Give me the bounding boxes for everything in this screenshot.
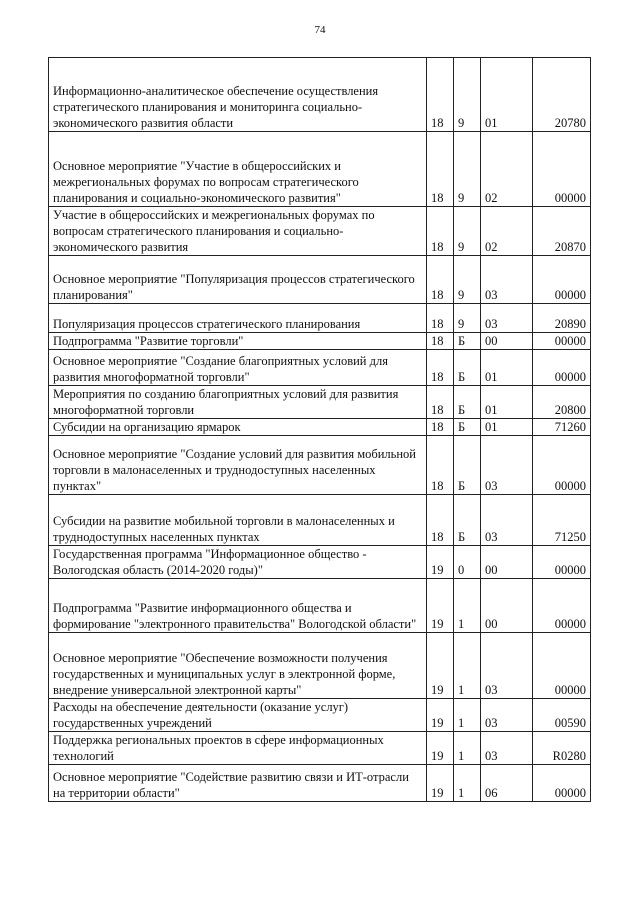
row-code-d-cell: 00000	[533, 132, 591, 207]
row-code-d-cell: 20800	[533, 386, 591, 419]
row-code-b-cell: Б	[454, 350, 481, 386]
row-code-b-cell: 9	[454, 207, 481, 256]
row-code-c-cell: 01	[481, 350, 533, 386]
row-code-a-cell: 18	[427, 256, 454, 304]
row-code-d-cell: 00000	[533, 350, 591, 386]
row-code-b-cell: 9	[454, 132, 481, 207]
row-code-b-cell: Б	[454, 495, 481, 546]
table-row	[49, 132, 591, 207]
row-name-cell: Основное мероприятие "Участие в общероссийских и межрегиональных форумах по вопросам стратегического планирования и социально-экономического развития"	[49, 132, 427, 207]
row-code-d-cell: 71250	[533, 495, 591, 546]
row-name-cell: Подпрограмма "Развитие торговли"	[49, 333, 427, 350]
row-code-c-cell: 03	[481, 495, 533, 546]
budget-classification-table	[48, 57, 591, 802]
row-code-d-cell: 00000	[533, 579, 591, 633]
row-code-b-cell: 0	[454, 546, 481, 579]
row-code-c-cell: 03	[481, 732, 533, 765]
row-code-d-cell: 00000	[533, 256, 591, 304]
row-code-a-cell: 19	[427, 765, 454, 802]
row-code-b-cell: 9	[454, 256, 481, 304]
table-row	[49, 350, 591, 386]
table-row	[49, 732, 591, 765]
row-code-c-cell: 02	[481, 207, 533, 256]
row-code-b-cell: 1	[454, 579, 481, 633]
row-code-a-cell: 18	[427, 436, 454, 495]
row-code-b-cell: Б	[454, 386, 481, 419]
row-code-c-cell: 00	[481, 546, 533, 579]
row-code-a-cell: 19	[427, 579, 454, 633]
row-name-cell: Основное мероприятие "Обеспечение возможности получения государственных и муниципальных услуг в электронной форме, внедрение универсальной электронной карты"	[49, 633, 427, 699]
row-code-b-cell: Б	[454, 436, 481, 495]
row-code-b-cell: 1	[454, 732, 481, 765]
row-code-c-cell: 01	[481, 419, 533, 436]
row-name-cell: Основное мероприятие "Создание условий для развития мобильной торговли в малонаселенных и труднодоступных населенных пунктах"	[49, 436, 427, 495]
row-code-a-cell: 18	[427, 304, 454, 333]
table-body	[49, 58, 591, 802]
row-name-cell: Государственная программа "Информационное общество - Вологодская область (2014-2020 годы)"	[49, 546, 427, 579]
row-code-a-cell: 19	[427, 732, 454, 765]
row-code-c-cell: 03	[481, 436, 533, 495]
table-row	[49, 207, 591, 256]
row-name-cell: Мероприятия по созданию благоприятных условий для развития многоформатной торговли	[49, 386, 427, 419]
row-code-c-cell: 03	[481, 699, 533, 732]
table-row	[49, 495, 591, 546]
row-name-cell: Участие в общероссийских и межрегиональных форумах по вопросам стратегического планирования и социально-экономического развития	[49, 207, 427, 256]
row-code-d-cell: 00000	[533, 633, 591, 699]
row-code-d-cell: 71260	[533, 419, 591, 436]
table-row	[49, 304, 591, 333]
row-name-cell: Основное мероприятие "Популяризация процессов стратегического планирования"	[49, 256, 427, 304]
row-code-a-cell: 18	[427, 333, 454, 350]
row-code-c-cell: 01	[481, 58, 533, 132]
row-code-c-cell: 00	[481, 333, 533, 350]
row-code-c-cell: 00	[481, 579, 533, 633]
row-name-cell: Основное мероприятие "Создание благоприятных условий для развития многоформатной торговли"	[49, 350, 427, 386]
row-code-d-cell: 00000	[533, 765, 591, 802]
row-code-c-cell: 02	[481, 132, 533, 207]
row-code-a-cell: 19	[427, 546, 454, 579]
row-code-a-cell: 18	[427, 132, 454, 207]
table-row	[49, 546, 591, 579]
row-code-d-cell: 00590	[533, 699, 591, 732]
row-name-cell: Поддержка региональных проектов в сфере информационных технологий	[49, 732, 427, 765]
row-code-c-cell: 03	[481, 633, 533, 699]
row-code-c-cell: 01	[481, 386, 533, 419]
row-code-b-cell: 1	[454, 699, 481, 732]
table-row	[49, 436, 591, 495]
row-name-cell: Подпрограмма "Развитие информационного общества и формирование "электронного правительства" Вологодской области"	[49, 579, 427, 633]
row-code-a-cell: 18	[427, 419, 454, 436]
row-code-a-cell: 18	[427, 386, 454, 419]
row-name-cell: Информационно-аналитическое обеспечение осуществления стратегического планирования и мониторинга социально-экономического развития области	[49, 58, 427, 132]
table-row	[49, 579, 591, 633]
row-code-a-cell: 18	[427, 58, 454, 132]
row-code-a-cell: 19	[427, 699, 454, 732]
row-code-c-cell: 06	[481, 765, 533, 802]
row-code-a-cell: 19	[427, 633, 454, 699]
row-code-c-cell: 03	[481, 304, 533, 333]
row-code-c-cell: 03	[481, 256, 533, 304]
row-code-b-cell: Б	[454, 333, 481, 350]
row-code-b-cell: 9	[454, 58, 481, 132]
table-row	[49, 333, 591, 350]
row-name-cell: Субсидии на организацию ярмарок	[49, 419, 427, 436]
page-number: 74	[314, 24, 326, 36]
table-row	[49, 386, 591, 419]
row-code-a-cell: 18	[427, 207, 454, 256]
table-row	[49, 256, 591, 304]
row-code-b-cell: 1	[454, 633, 481, 699]
row-name-cell: Расходы на обеспечение деятельности (оказание услуг) государственных учреждений	[49, 699, 427, 732]
row-code-a-cell: 18	[427, 495, 454, 546]
row-code-d-cell: 00000	[533, 333, 591, 350]
row-code-d-cell: 20780	[533, 58, 591, 132]
table-row	[49, 699, 591, 732]
row-code-d-cell: 00000	[533, 546, 591, 579]
row-name-cell: Популяризация процессов стратегического планирования	[49, 304, 427, 333]
row-code-d-cell: 00000	[533, 436, 591, 495]
row-code-b-cell: Б	[454, 419, 481, 436]
table-row	[49, 58, 591, 132]
row-code-b-cell: 9	[454, 304, 481, 333]
row-name-cell: Основное мероприятие "Содействие развитию связи и ИТ-отрасли на территории области"	[49, 765, 427, 802]
row-code-d-cell: 20870	[533, 207, 591, 256]
table-row	[49, 419, 591, 436]
row-code-d-cell: 20890	[533, 304, 591, 333]
row-code-a-cell: 18	[427, 350, 454, 386]
table-row	[49, 765, 591, 802]
table-row	[49, 633, 591, 699]
row-name-cell: Субсидии на развитие мобильной торговли в малонаселенных и труднодоступных населенных пунктах	[49, 495, 427, 546]
row-code-b-cell: 1	[454, 765, 481, 802]
row-code-d-cell: R0280	[533, 732, 591, 765]
